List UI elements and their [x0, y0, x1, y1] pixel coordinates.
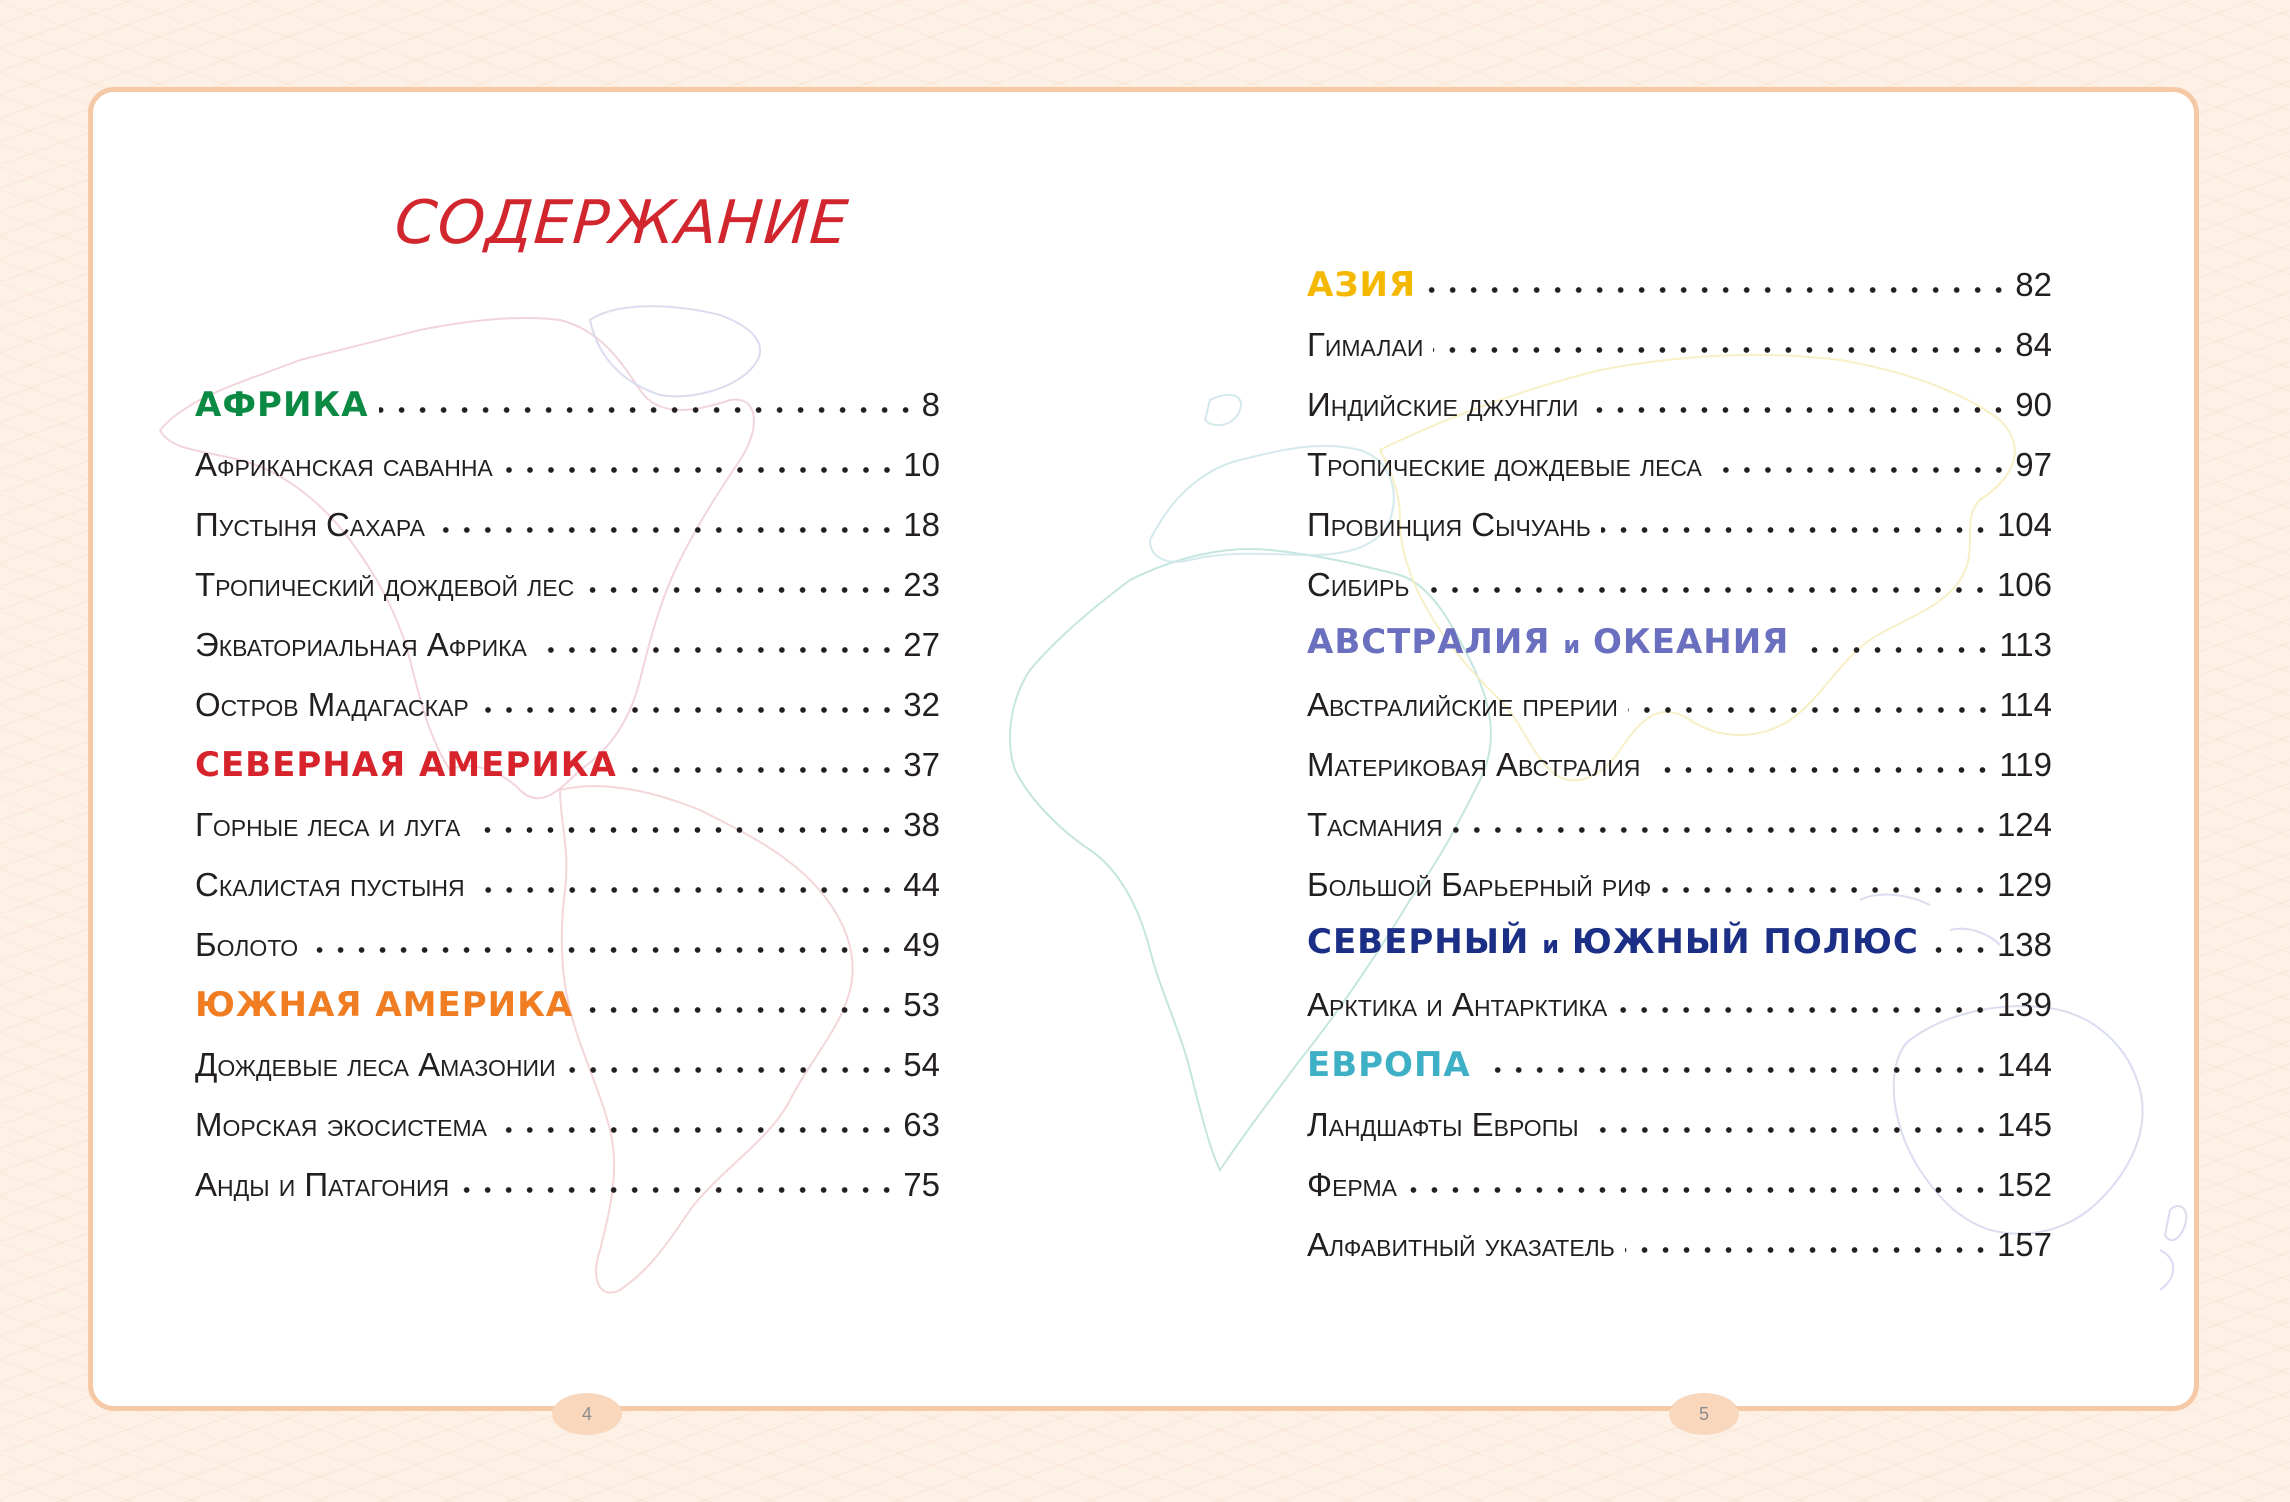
page-number: 157 — [1996, 1226, 2052, 1263]
page-number: 144 — [1996, 1046, 2052, 1083]
entry-label: Материковая Австралия — [1307, 746, 1641, 783]
dot-leader — [497, 1123, 897, 1137]
new-zealand-outline — [2165, 1206, 2186, 1240]
page-number-left: 4 — [552, 1393, 622, 1435]
dot-leader — [1625, 1243, 1991, 1257]
toc-entry-asia[interactable] — [1307, 245, 2052, 305]
page-number: 84 — [2015, 326, 2052, 363]
section-label: АЗИЯ — [1307, 265, 1417, 305]
toc-entry-south-america[interactable] — [195, 965, 940, 1025]
toc-entry[interactable] — [1307, 785, 2052, 845]
page-number: 54 — [903, 1046, 940, 1083]
dot-leader — [1419, 583, 1991, 597]
toc-entry-africa[interactable] — [195, 365, 940, 425]
page-number: 37 — [903, 746, 940, 783]
page-number: 63 — [903, 1106, 940, 1143]
dot-leader — [584, 583, 897, 597]
entry-label: Скалистая пустыня — [195, 866, 465, 903]
dot-leader — [583, 1003, 897, 1017]
entry-label: Большой Барьерный риф — [1307, 866, 1652, 903]
entry-label: Тропический дождевой лес — [195, 566, 575, 603]
toc-entry[interactable] — [195, 665, 940, 725]
section-label-part: ЮЖНЫЙ ПОЛЮС — [1571, 922, 1919, 962]
entry-label: Пустыня Сахара — [195, 506, 425, 543]
british-isles-outline — [1205, 395, 1241, 425]
toc-entry[interactable] — [1307, 665, 2052, 725]
dot-leader — [1617, 1003, 1991, 1017]
toc-entry-australia-oceania[interactable] — [1307, 605, 2052, 665]
section-label-part: СЕВЕРНЫЙ — [1307, 922, 1530, 962]
dot-leader — [1799, 643, 1993, 657]
entry-label: Индийские джунгли — [1307, 386, 1579, 423]
section-label — [1307, 622, 1789, 665]
page-number: 97 — [2015, 446, 2052, 483]
section-label-conjunction: и — [1542, 931, 1560, 959]
section-label-part: АВСТРАЛИЯ — [1307, 622, 1551, 662]
dot-leader — [1588, 403, 2009, 417]
dot-leader — [566, 1063, 898, 1077]
toc-entry[interactable] — [1307, 725, 2052, 785]
dot-leader — [1661, 883, 1991, 897]
toc-entry[interactable] — [1307, 305, 2052, 365]
section-label-part: ОКЕАНИЯ — [1593, 622, 1790, 662]
toc-entry[interactable] — [1307, 545, 2052, 605]
dot-leader — [1628, 703, 1993, 717]
toc-entry[interactable] — [1307, 1205, 2052, 1265]
dot-leader — [627, 763, 897, 777]
entry-label: Провинция Сычуань — [1307, 506, 1591, 543]
dot-leader — [470, 823, 897, 837]
toc-entry[interactable] — [1307, 845, 2052, 905]
entry-label: Арктика и Антарктика — [1307, 986, 1608, 1023]
entry-label: Болото — [195, 926, 299, 963]
toc-entry[interactable] — [195, 545, 940, 605]
entry-label: Алфавитный указатель — [1307, 1226, 1615, 1263]
dot-leader — [459, 1183, 897, 1197]
page-number: 49 — [903, 926, 940, 963]
dot-leader — [379, 403, 916, 417]
toc-entry[interactable] — [195, 1085, 940, 1145]
toc-entry[interactable] — [195, 425, 940, 485]
toc-entry-north-america[interactable] — [195, 725, 940, 785]
page-number: 18 — [903, 506, 940, 543]
page-number: 104 — [1996, 506, 2052, 543]
toc-entry[interactable] — [1307, 965, 2052, 1025]
toc-entry[interactable] — [195, 905, 940, 965]
page-number: 152 — [1996, 1166, 2052, 1203]
dot-leader — [1650, 763, 1993, 777]
toc-entry[interactable] — [1307, 1145, 2052, 1205]
page-title: СОДЕРЖАНИЕ — [392, 188, 852, 258]
toc-entry[interactable] — [195, 845, 940, 905]
toc-entry[interactable] — [195, 605, 940, 665]
toc-entry[interactable] — [1307, 485, 2052, 545]
entry-label: Сибирь — [1307, 566, 1410, 603]
page-number: 23 — [903, 566, 940, 603]
page-number: 106 — [1996, 566, 2052, 603]
page-number: 53 — [903, 986, 940, 1023]
dot-leader — [1453, 823, 1991, 837]
dot-leader — [435, 523, 897, 537]
dot-leader — [479, 703, 898, 717]
toc-entry[interactable] — [1307, 425, 2052, 485]
dot-leader — [537, 643, 897, 657]
page-number: 145 — [1996, 1106, 2052, 1143]
section-label: АФРИКА — [195, 385, 369, 425]
entry-label: Тропические дождевые леса — [1307, 446, 1702, 483]
page-number: 129 — [1996, 866, 2052, 903]
entry-label: Остров Мадагаскар — [195, 686, 469, 723]
page-number: 44 — [903, 866, 940, 903]
page-number: 75 — [903, 1166, 940, 1203]
section-label — [1307, 922, 1919, 965]
dot-leader — [1433, 343, 2009, 357]
page-number: 38 — [903, 806, 940, 843]
page-number: 139 — [1996, 986, 2052, 1023]
page-number: 119 — [1999, 746, 2052, 783]
toc-entry-europe[interactable] — [1307, 1025, 2052, 1085]
toc-entry[interactable] — [195, 1145, 940, 1205]
page-number: 27 — [903, 626, 940, 663]
toc-entry[interactable] — [195, 785, 940, 845]
dot-leader — [1712, 463, 2009, 477]
entry-label: Дождевые леса Амазонии — [195, 1046, 556, 1083]
page-number: 8 — [921, 386, 940, 423]
page-number: 10 — [903, 446, 940, 483]
dot-leader — [1929, 943, 1991, 957]
dot-leader — [1407, 1183, 1991, 1197]
entry-label: Анды и Патагония — [195, 1166, 450, 1203]
toc-entry-poles[interactable] — [1307, 905, 2052, 965]
toc-entry[interactable] — [195, 1025, 940, 1085]
entry-label: Австралийские прерии — [1307, 686, 1618, 723]
entry-label: Ландшафты Европы — [1307, 1106, 1579, 1143]
dot-leader — [475, 883, 898, 897]
section-label: ЮЖНАЯ АМЕРИКА — [195, 985, 574, 1025]
entry-label: Морская экосистема — [195, 1106, 488, 1143]
entry-label: Горные леса и луга — [195, 806, 461, 843]
entry-label: Тасмания — [1307, 806, 1443, 843]
page-number: 138 — [1996, 926, 2052, 963]
page-number: 113 — [1999, 626, 2052, 663]
page-number-right: 5 — [1669, 1393, 1739, 1435]
page-number: 114 — [1999, 686, 2052, 723]
entry-label: Ферма — [1307, 1166, 1398, 1203]
dot-leader — [503, 463, 898, 477]
page-number: 90 — [2015, 386, 2052, 423]
entry-label: Африканская саванна — [195, 446, 493, 483]
page-number: 124 — [1996, 806, 2052, 843]
dot-leader — [1481, 1063, 1991, 1077]
toc-entry[interactable] — [195, 485, 940, 545]
section-label: ЕВРОПА — [1307, 1045, 1471, 1085]
dot-leader — [1426, 283, 2009, 297]
section-label: СЕВЕРНАЯ АМЕРИКА — [195, 745, 617, 785]
toc-entry[interactable] — [1307, 1085, 2052, 1145]
page-number: 32 — [903, 686, 940, 723]
page-number: 82 — [2015, 266, 2052, 303]
toc-entry[interactable] — [1307, 365, 2052, 425]
dot-leader — [1601, 523, 1991, 537]
dot-leader — [308, 943, 897, 957]
entry-label: Экваториальная Африка — [195, 626, 527, 663]
section-label-conjunction: и — [1563, 631, 1581, 659]
dot-leader — [1589, 1123, 1991, 1137]
entry-label: Гималаи — [1307, 326, 1424, 363]
